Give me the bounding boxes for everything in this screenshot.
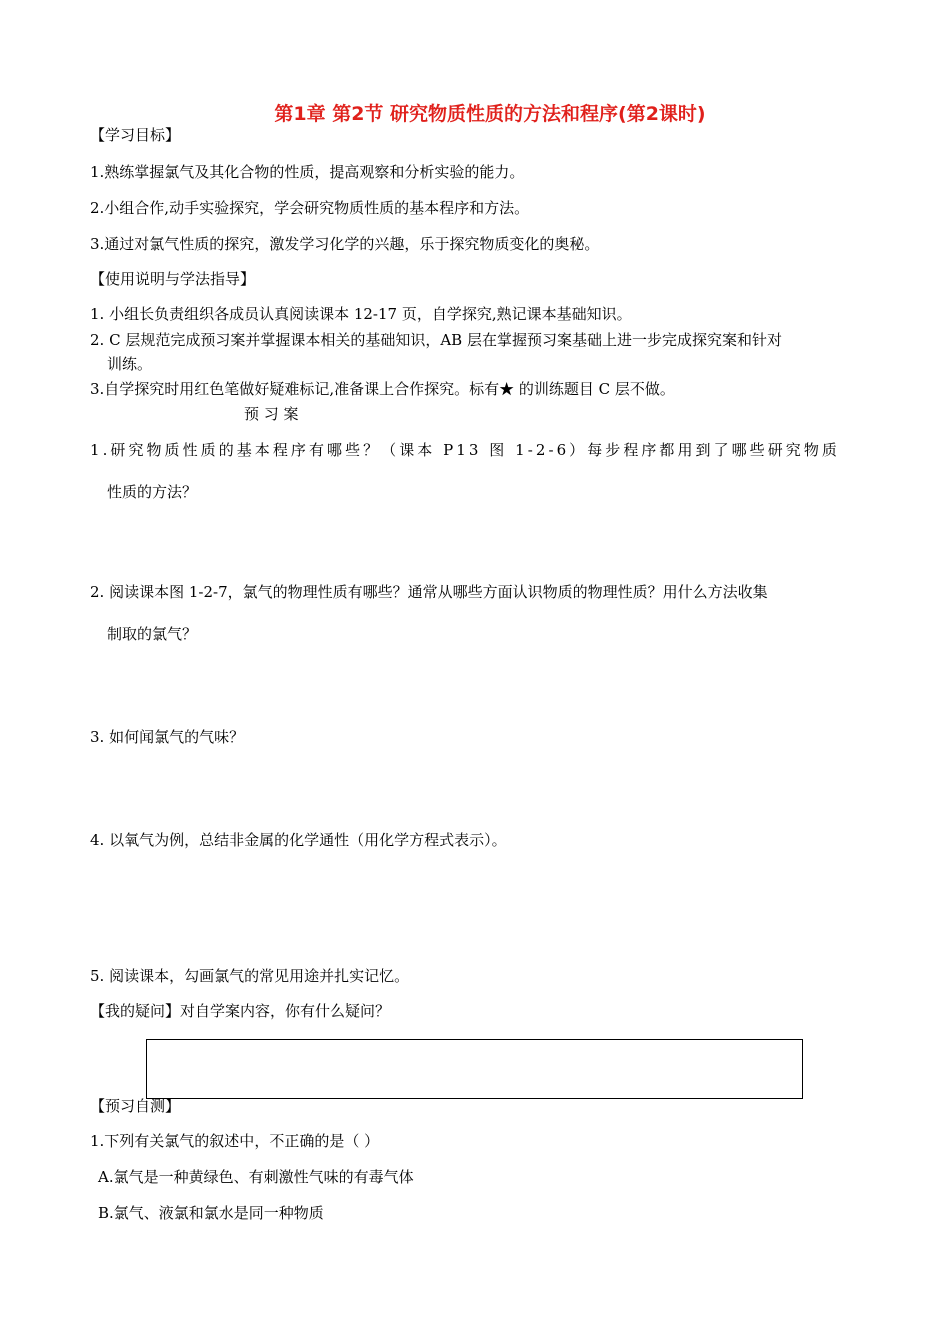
self-test-heading: 【预习自测】 <box>90 1097 181 1115</box>
self-test-question-1: 1.下列有关氯气的叙述中，不正确的是（ ） <box>90 1132 380 1150</box>
objectives-heading: 【学习目标】 <box>90 126 181 144</box>
self-test-option-b: B.氯气、液氯和氯水是同一种物质 <box>98 1204 324 1222</box>
objective-item-1: 1.熟练掌握氯气及其化合物的性质，提高观察和分析实验的能力。 <box>90 163 525 181</box>
guide-heading: 【使用说明与学法指导】 <box>90 270 256 288</box>
self-test-option-a: A.氯气是一种黄绿色、有刺激性气味的有毒气体 <box>98 1168 414 1186</box>
preview-question-2: 2. 阅读课本图 1-2-7，氯气的物理性质有哪些？通常从哪些方面认识物质的物理性质？用什么方法收集 <box>90 583 768 601</box>
questions-heading: 【我的疑问】对自学案内容，你有什么疑问？ <box>90 1002 391 1020</box>
preview-question-4: 4. 以氧气为例，总结非金属的化学通性（用化学方程式表示）。 <box>90 831 507 849</box>
guide-item-1: 1. 小组长负责组织各成员认真阅读课本 12-17 页，自学探究,熟记课本基础知识。 <box>90 305 632 323</box>
guide-item-2-cont: 训练。 <box>107 355 153 373</box>
preview-question-5: 5. 阅读课本，勾画氯气的常见用途并扎实记忆。 <box>90 967 410 985</box>
preview-question-1: 1.研究物质性质的基本程序有哪些？（课本 P13 图 1-2-6）每步程序都用到了哪些研究物质 <box>90 441 840 459</box>
objective-item-3: 3.通过对氯气性质的探究，激发学习化学的兴趣，乐于探究物质变化的奥秘。 <box>90 235 600 253</box>
objective-item-2: 2.小组合作,动手实验探究，学会研究物质性质的基本程序和方法。 <box>90 199 530 217</box>
preview-heading: 预 习 案 <box>244 405 299 423</box>
questions-answer-box[interactable] <box>146 1039 803 1099</box>
preview-question-2-cont: 制取的氯气？ <box>107 625 198 643</box>
guide-item-2: 2. C 层规范完成预习案并掌握课本相关的基础知识，AB 层在掌握预习案基础上进一步完成探究案和针对 <box>90 331 782 349</box>
guide-item-3: 3.自学探究时用红色笔做好疑难标记,准备课上合作探究。标有★ 的训练题目 C 层不做。 <box>90 380 675 398</box>
preview-question-3: 3. 如何闻氯气的气味？ <box>90 728 245 746</box>
page-title: 第1章 第2节 研究物质性质的方法和程序(第2课时) <box>274 103 706 125</box>
preview-question-1-cont: 性质的方法？ <box>107 483 198 501</box>
